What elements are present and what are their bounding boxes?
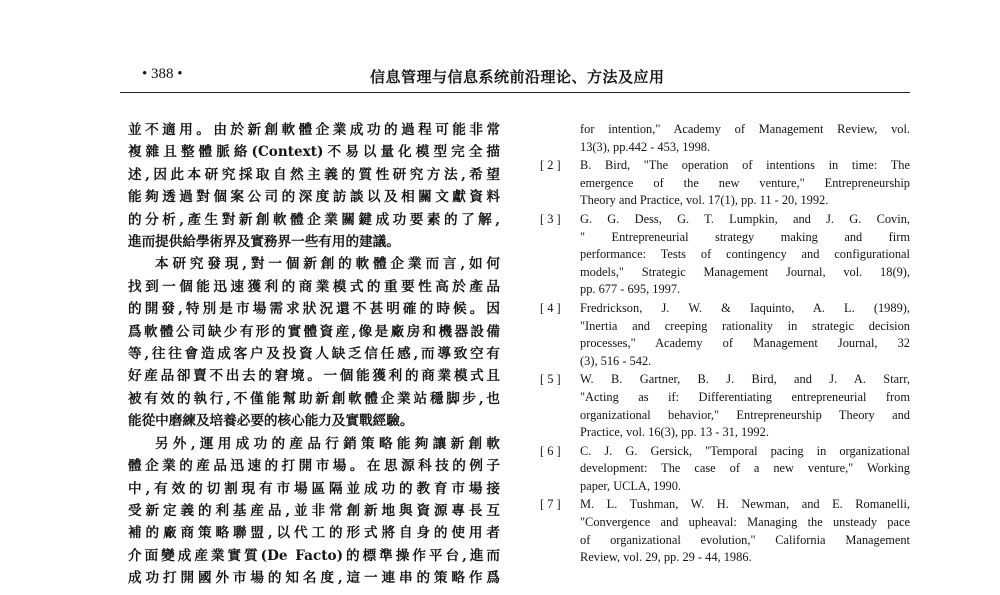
reference-entry (540, 443, 910, 496)
reference-line: Fredrickson, J. W. & Iaquinto, A. L. (1989), (580, 300, 910, 315)
reference-number: [ 5 ] (540, 372, 561, 387)
text-line: 中,有效的切割現有市場區隔並成功的教育市場接 (128, 480, 500, 497)
text-line: 受新定義的利基産品,並非常創新地與資源專長互 (128, 502, 500, 519)
reference-line: G. G. Dess, G. T. Lumpkin, and J. G. Covin, (580, 211, 910, 226)
text-line: 補的廠商策略聯盟,以代工的形式將自身的使用者 (128, 525, 500, 542)
reference-number: [ 4 ] (540, 300, 561, 315)
reference-line: emergence of the new venture," Entrepreneurship (580, 175, 910, 190)
text-line: 體企業的産品迅速的打開市場。在思源科技的例子 (128, 458, 500, 475)
reference-line: organizational behavior," Entrepreneurship Theory and (580, 407, 910, 422)
reference-line: W. B. Gartner, B. J. Bird, and J. A. Starr, (580, 372, 910, 387)
reference-line: performance: Tests of contingency and configurational (580, 247, 910, 262)
reference-line: M. L. Tushman, W. H. Newman, and E. Romanelli, (580, 497, 910, 512)
text-line: 介面變成産業實質(De Facto)的標準操作平台,進而 (128, 547, 500, 564)
reference-number: [ 3 ] (540, 211, 561, 226)
reference-entry (540, 121, 910, 156)
reference-line: 13(3), pp.442 - 453, 1998. (580, 139, 711, 154)
reference-line: " Entrepreneurial strategy making and firm (580, 229, 910, 244)
reference-line: of organizational evolution," California Management (580, 532, 910, 547)
text-line: 能從中磨練及培養必要的核心能力及實戰經驗。 (128, 413, 414, 430)
text-line: 另外,運用成功的産品行銷策略能夠讓新創軟 (155, 435, 500, 452)
references-column (540, 121, 910, 567)
text-line: 被有效的執行,不僅能幫助新創軟體企業站穩脚步,也 (128, 390, 500, 407)
reference-line: paper, UCLA, 1990. (580, 478, 682, 493)
text-line: 本研究發現,對一個新創的軟體企業而言,如何 (155, 256, 500, 273)
reference-line: C. J. G. Gersick, "Temporal pacing in organizational (580, 443, 910, 458)
paragraph (128, 119, 500, 253)
text-line: 爲軟體公司缺少有形的實體資産,像是廠房和機器設備 (128, 323, 500, 340)
paragraph (128, 253, 500, 432)
reference-line: development: The case of a new venture," Working (580, 461, 910, 476)
text-line: 述,因此本研究採取自然主義的質性研究方法,希望 (128, 166, 500, 183)
body-text-column (128, 119, 500, 590)
reference-entry (540, 496, 910, 566)
paragraph (128, 433, 500, 590)
text-line: 找到一個能迅速獲利的商業模式的重要性高於產品 (128, 278, 500, 295)
reference-number: [ 7 ] (540, 497, 561, 512)
reference-line: models," Strategic Management Journal, vol. 18(9), (580, 264, 910, 279)
reference-line: for intention," Academy of Management Review, vol. (580, 122, 910, 136)
reference-line: Review, vol. 29, pp. 29 - 44, 1986. (580, 550, 752, 565)
reference-line: Theory and Practice, vol. 17(1), pp. 11 - 20, 1992. (580, 193, 829, 208)
header-rule (120, 92, 910, 93)
reference-line: processes," Academy of Management Journal, 32 (580, 336, 910, 351)
text-line: 複雜且整體脈絡(Context)不易以量化模型完全描 (128, 144, 500, 161)
reference-entry (540, 211, 910, 299)
reference-number: [ 2 ] (540, 158, 561, 173)
reference-line: "Convergence and upheaval: Managing the unsteady pace (580, 515, 910, 530)
reference-line: Practice, vol. 16(3), pp. 13 - 31, 1992. (580, 425, 769, 440)
reference-entry (540, 371, 910, 441)
reference-line: "Acting as if: Differentiating entrepreneurial from (580, 389, 910, 404)
page-number: • 388 • (142, 66, 183, 82)
running-title: 信息管理与信息系统前沿理论、方法及应用 (370, 68, 665, 86)
text-line: 的開發,特別是市場需求狀況還不甚明確的時候。因 (128, 301, 500, 318)
page-header (120, 60, 910, 90)
reference-entry (540, 300, 910, 370)
text-line: 進而提供給學術界及實務界一些有用的建議。 (128, 234, 400, 251)
reference-entry (540, 157, 910, 210)
text-line: 好産品卻賣不出去的窘境。一個能獲利的商業模式且 (128, 368, 500, 385)
text-line: 能夠透過對個案公司的深度訪談以及相關文獻資料 (128, 189, 500, 206)
reference-line: (3), 516 - 542. (580, 353, 652, 368)
text-line: 並不適用。由於新創軟體企業成功的過程可能非常 (128, 122, 500, 138)
text-line: 的分析,產生對新創軟體企業關鍵成功要素的了解, (128, 211, 500, 228)
reference-number: [ 6 ] (540, 443, 561, 458)
text-line: 成功打開國外市場的知名度,這一連串的策略作爲 (128, 570, 500, 587)
reference-line: pp. 677 - 695, 1997. (580, 282, 681, 297)
reference-line: "Inertia and creeping rationality in strategic decision (580, 318, 910, 333)
text-line: 等,往往會造成客户及投資人缺乏信任感,而導致空有 (128, 346, 500, 363)
reference-line: B. Bird, "The operation of intentions in time: The (580, 158, 910, 173)
